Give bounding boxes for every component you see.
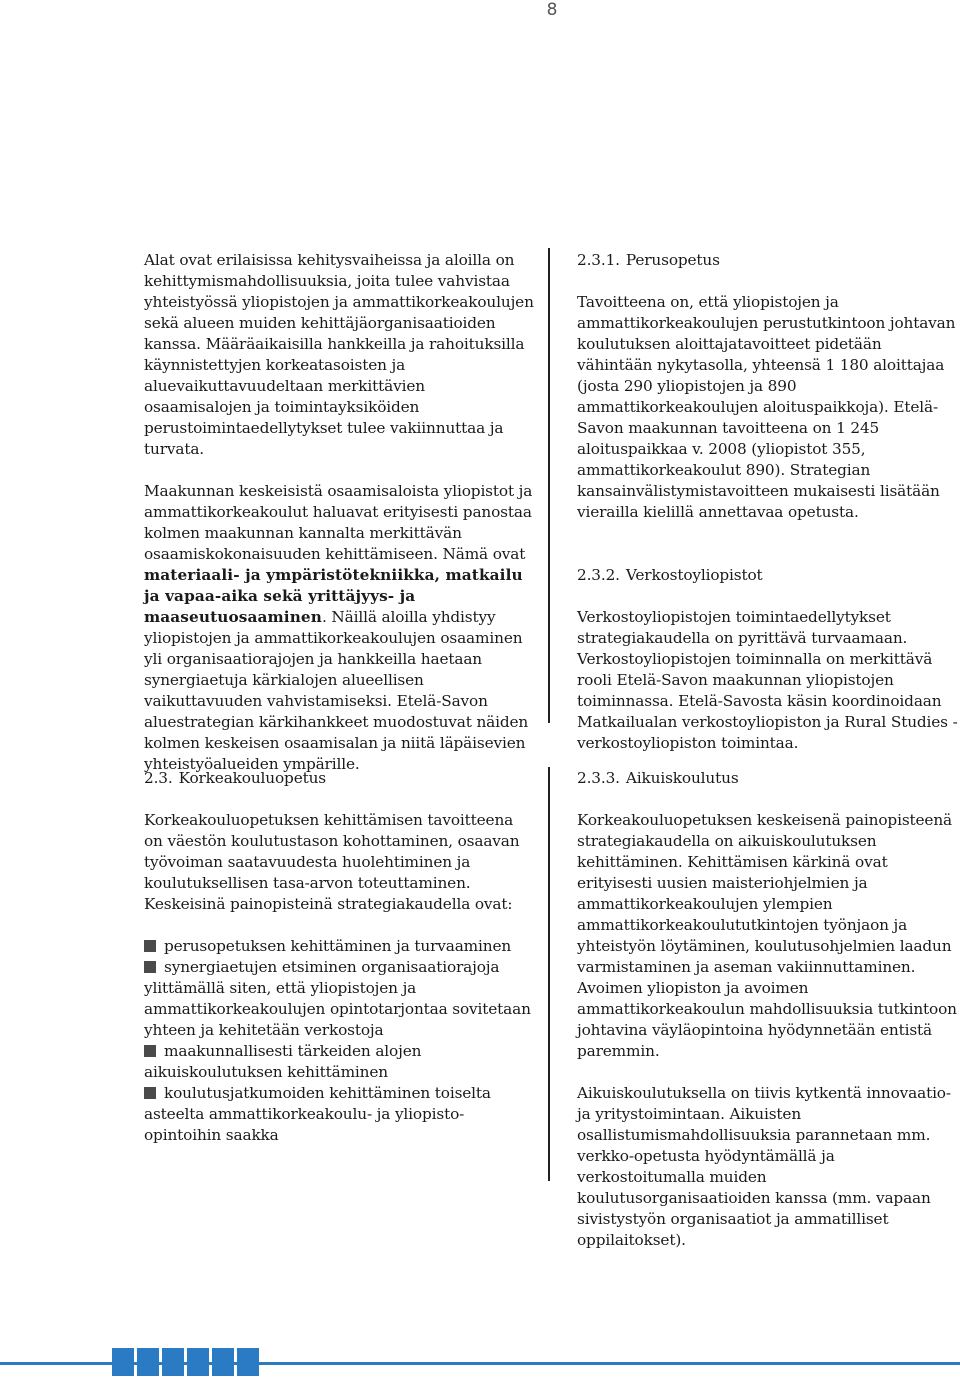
left-column-top xyxy=(144,250,536,775)
column-divider-top xyxy=(548,248,550,723)
footer-square xyxy=(187,1348,209,1376)
section-number: 2.3. xyxy=(144,769,173,787)
key-expertise-areas: materiaali- ja ympäristötekniikka, matkailu ja vapaa-aika sekä yrittäjyys- ja maaseutuosaaminen xyxy=(144,566,523,626)
section-heading-higher-education xyxy=(144,768,536,789)
paragraph-basic-education: Tavoitteena on, että yliopistojen ja ammattikorkeakoulujen perustutkintoon johtavan koulutuksen aloittajatavoitteet pidetään vähintään nykytasolla, yhteensä 1 180 aloittajaa (josta 290 yliopistojen ja 890 ammattikorkeakoulujen aloituspaikkoja). Etelä-Savon maakunnan tavoitteena on 1 245 aloituspaikkaa v. 2008 (yliopistot 355, ammattikorkeakoulut 890). Strategian kansainvälistymistavoitteen mukaisesti lisätään vierailla kielillä annettavaa opetusta. xyxy=(577,293,956,521)
section-heading-basic-education xyxy=(577,250,960,271)
paragraph-higher-education-intro: Korkeakouluopetuksen kehittämisen tavoitteena on väestön koulutustason kohottaminen, osaavan työvoiman saatavuudesta huolehtiminen ja koulutuksellisen tasa-arvon toteuttaminen. Keskeisinä painopisteinä strategiakaudella ovat: xyxy=(144,811,520,913)
paragraph-fields-development: Alat ovat erilaisissa kehitysvaiheissa ja aloilla on kehittymismahdollisuuksia, joita tulee vahvistaa yhteistyössä yliopistojen ja ammattikorkeakoulujen sekä alueen muiden kehittäjäorganisaatioiden kanssa. Määräaikaisilla hankkeilla ja rahoituksilla käynnistettyjen korkeatasoisten ja aluevaikuttavuudeltaan merkittävien osaamisalojen ja toimintayksiköiden perustoimintaedellytykset tulee vakiinnuttaa ja turvata. xyxy=(144,251,534,458)
paragraph-adult-education-focus: Korkeakouluopetuksen keskeisenä painopisteenä strategiakaudella on aikuiskoulutuksen kehittäminen. Kehittämisen kärkinä ovat erityisesti uusien maisteriohjelmien ja ammattikorkeakoulujen ylempien ammattikorkeakoulututkintojen työnjaon ja yhteistyön löytäminen, koulutusohjelmien laadun varmistaminen ja aseman vakiinnuttaminen. Avoimen yliopiston ja avoimen ammattikorkeakoulun mahdollisuuksia tutkintoon johtavina väyläopintoina hyödynnetään entistä paremmin. xyxy=(577,811,957,1060)
square-bullet-icon xyxy=(144,1087,156,1099)
section-title: Perusopetus xyxy=(625,251,720,269)
section-number: 2.3.2. xyxy=(577,566,620,584)
square-bullet-icon xyxy=(144,1045,156,1057)
paragraph-key-expertise-start: Maakunnan keskeisistä osaamisaloista yliopistot ja ammattikorkeakoulut haluavat erityisesti panostaa kolmen maakunnan kannalta merkittävän osaamiskokonaisuuden kehittämiseen. Nämä ovat xyxy=(144,482,533,563)
footer-square xyxy=(237,1348,259,1376)
footer-square xyxy=(137,1348,159,1376)
footer-square xyxy=(212,1348,234,1376)
square-bullet-icon xyxy=(144,961,156,973)
priorities-list xyxy=(144,936,536,1146)
list-item: maakunnallisesti tärkeiden alojen aikuiskoulutuksen kehittäminen xyxy=(144,1042,422,1081)
section-heading-network-universities xyxy=(577,565,960,586)
paragraph-key-expertise xyxy=(144,481,536,775)
paragraph-key-expertise-end: . Näillä aloilla yhdistyy yliopistojen ja ammattikorkeakoulujen osaaminen yli organisaatiorajojen ja hankkeilla haetaan synergiaetuja kärkialojen alueellisen vaikuttavuuden vahvistamiseksi. Etelä-Savon aluestrategian kärkihankkeet muodostuvat näiden kolmen keskeisen osaamisalan ja niitä läpäisevien yhteistyöalueiden ympärille. xyxy=(144,608,529,773)
square-bullet-icon xyxy=(144,940,156,952)
paragraph-adult-education-innovation: Aikuiskoulutuksella on tiivis kytkentä innovaatio- ja yritystoimintaan. Aikuisten osallistumismahdollisuuksia parannetaan mm. verkko-opetusta hyödyntämällä ja verkostoitumalla muiden koulutusorganisaatioiden kanssa (mm. vapaan sivistystyön organisaatiot ja ammatilliset oppilaitokset). xyxy=(577,1084,951,1249)
paragraph-network-universities: Verkostoyliopistojen toimintaedellytykset strategiakaudella on pyrittävä turvaamaan. Verkostoyliopistojen toiminnalla on merkittävä rooli Etelä-Savon maakunnan yliopistojen toiminnassa. Etelä-Savosta käsin koordinoidaan Matkailualan verkostoyliopiston ja Rural Studies -verkostoyliopiston toimintaa. xyxy=(577,608,958,752)
column-divider-bottom xyxy=(548,767,550,1181)
section-title: Korkeakouluopetus xyxy=(178,769,327,787)
right-column-bottom xyxy=(577,768,960,1251)
section-title: Verkostoyliopistot xyxy=(625,566,763,584)
list-item: koulutusjatkumoiden kehittäminen toiselta asteelta ammattikorkeakoulu- ja yliopisto-opintoihin saakka xyxy=(144,1084,491,1144)
footer-square xyxy=(162,1348,184,1376)
list-item: perusopetuksen kehittäminen ja turvaaminen xyxy=(144,936,536,957)
list-item: synergiaetujen etsiminen organisaatiorajoja ylittämällä siten, että yliopistojen ja ammattikorkeakoulujen opintotarjontaa sovitetaan yhteen ja kehitetään verkostoja xyxy=(144,958,531,1039)
footer-square xyxy=(112,1348,134,1376)
section-title: Aikuiskoulutus xyxy=(625,769,739,787)
right-column-top xyxy=(577,250,960,754)
section-number: 2.3.1. xyxy=(577,251,620,269)
section-number: 2.3.3. xyxy=(577,769,620,787)
page-number: 8 xyxy=(546,0,558,20)
left-column-bottom xyxy=(144,768,536,1146)
section-heading-adult-education xyxy=(577,768,960,789)
